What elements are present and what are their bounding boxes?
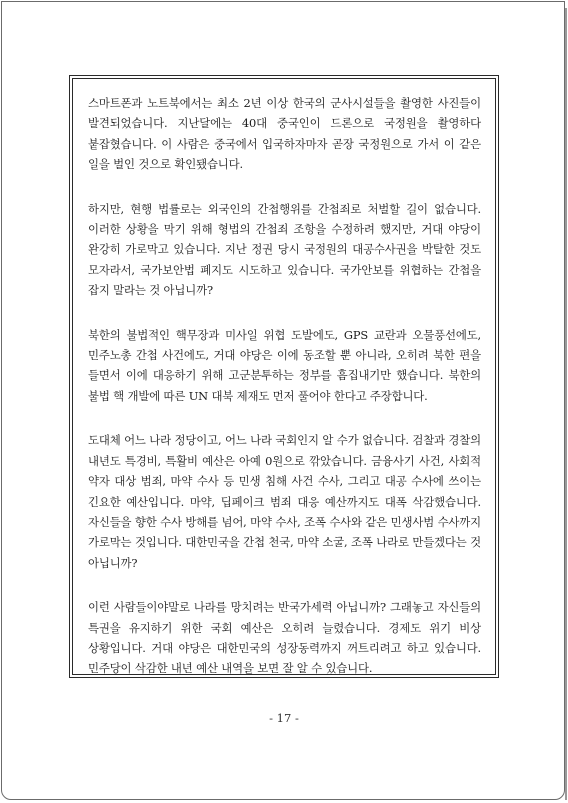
paragraph-2: 하지만, 현행 법률로는 외국인의 간첩행위를 간첩죄로 처벌할 길이 없습니다. 이러한 상황을 막기 위해 형법의 간첩죄 조항을 수정하려 했지만, 거대 야당이 완강히 가로막고 있습니다. 지난 정권 당시 국정원의 대공수사권을 박탈한 것도 모자라서, 국가보안법 폐지도 시도하고 있습니다. 국가안보를 위협하는 간첩을 잡지 말라는 것 아닙니까?: [88, 201, 481, 298]
page-number: - 17 -: [269, 711, 299, 725]
document-body: [88, 93, 481, 703]
paragraph-4: 도대체 어느 나라 정당이고, 어느 나라 국회인지 알 수가 없습니다. 검찰과 경찰의 내년도 특경비, 특활비 예산은 아예 0원으로 깎았습니다. 금융사기 사건, 사회적 약자 대상 범죄, 마약 수사 등 민생 침해 사건 수사, 그리고 대공 수사에 쓰이는 긴요한 예산입니다. 마약, 딥페이크 범죄 대응 예산까지도 대폭 삭감했습니다. 자신들을 향한 수사 방해를 넘어, 마약 수사, 조폭 수사와 같은 민생사범 수사까지 가로막는 것입니다. 대한민국을 간첩 천국, 마약 소굴, 조폭 나라로 만들겠다는 것 아닙니까?: [88, 433, 481, 570]
text-box: [69, 75, 499, 678]
paragraph-5: 이런 사람들이야말로 나라를 망치려는 반국가세력 아닙니까? 그래놓고 자신들의 특권을 유지하기 위한 국회 예산은 오히려 늘렸습니다. 경제도 위기 비상 상황입니다. 거대 야당은 대한민국의 성장동력까지 꺼트리려고 하고 있습니다. 민주당이 삭감한 내년 예산 내역을 보면 잘 알 수 있습니다.: [88, 600, 481, 676]
paragraph-3: 북한의 불법적인 핵무장과 미사일 위협 도발에도, GPS 교란과 오물풍선에도, 민주노총 간첩 사건에도, 거대 야당은 이에 동조할 뿐 아니라, 오히려 북한 편을 들면서 이에 대응하기 위해 고군분투하는 정부를 흠집내기만 했습니다. 북한의 불법 핵 개발에 따른 UN 대북 제재도 먼저 풀어야 한다고 주장합니다.: [88, 327, 481, 403]
paragraph-1: 스마트폰과 노트북에서는 최소 2년 이상 한국의 군사시설들을 촬영한 사진들이 발견되었습니다. 지난달에는 40대 중국인이 드론으로 국정원을 촬영하다 붙잡혔습니다. 이 사람은 중국에서 입국하자마자 곧장 국정원으로 가서 이 같은 일을 벌인 것으로 확인됐습니다.: [88, 96, 481, 172]
